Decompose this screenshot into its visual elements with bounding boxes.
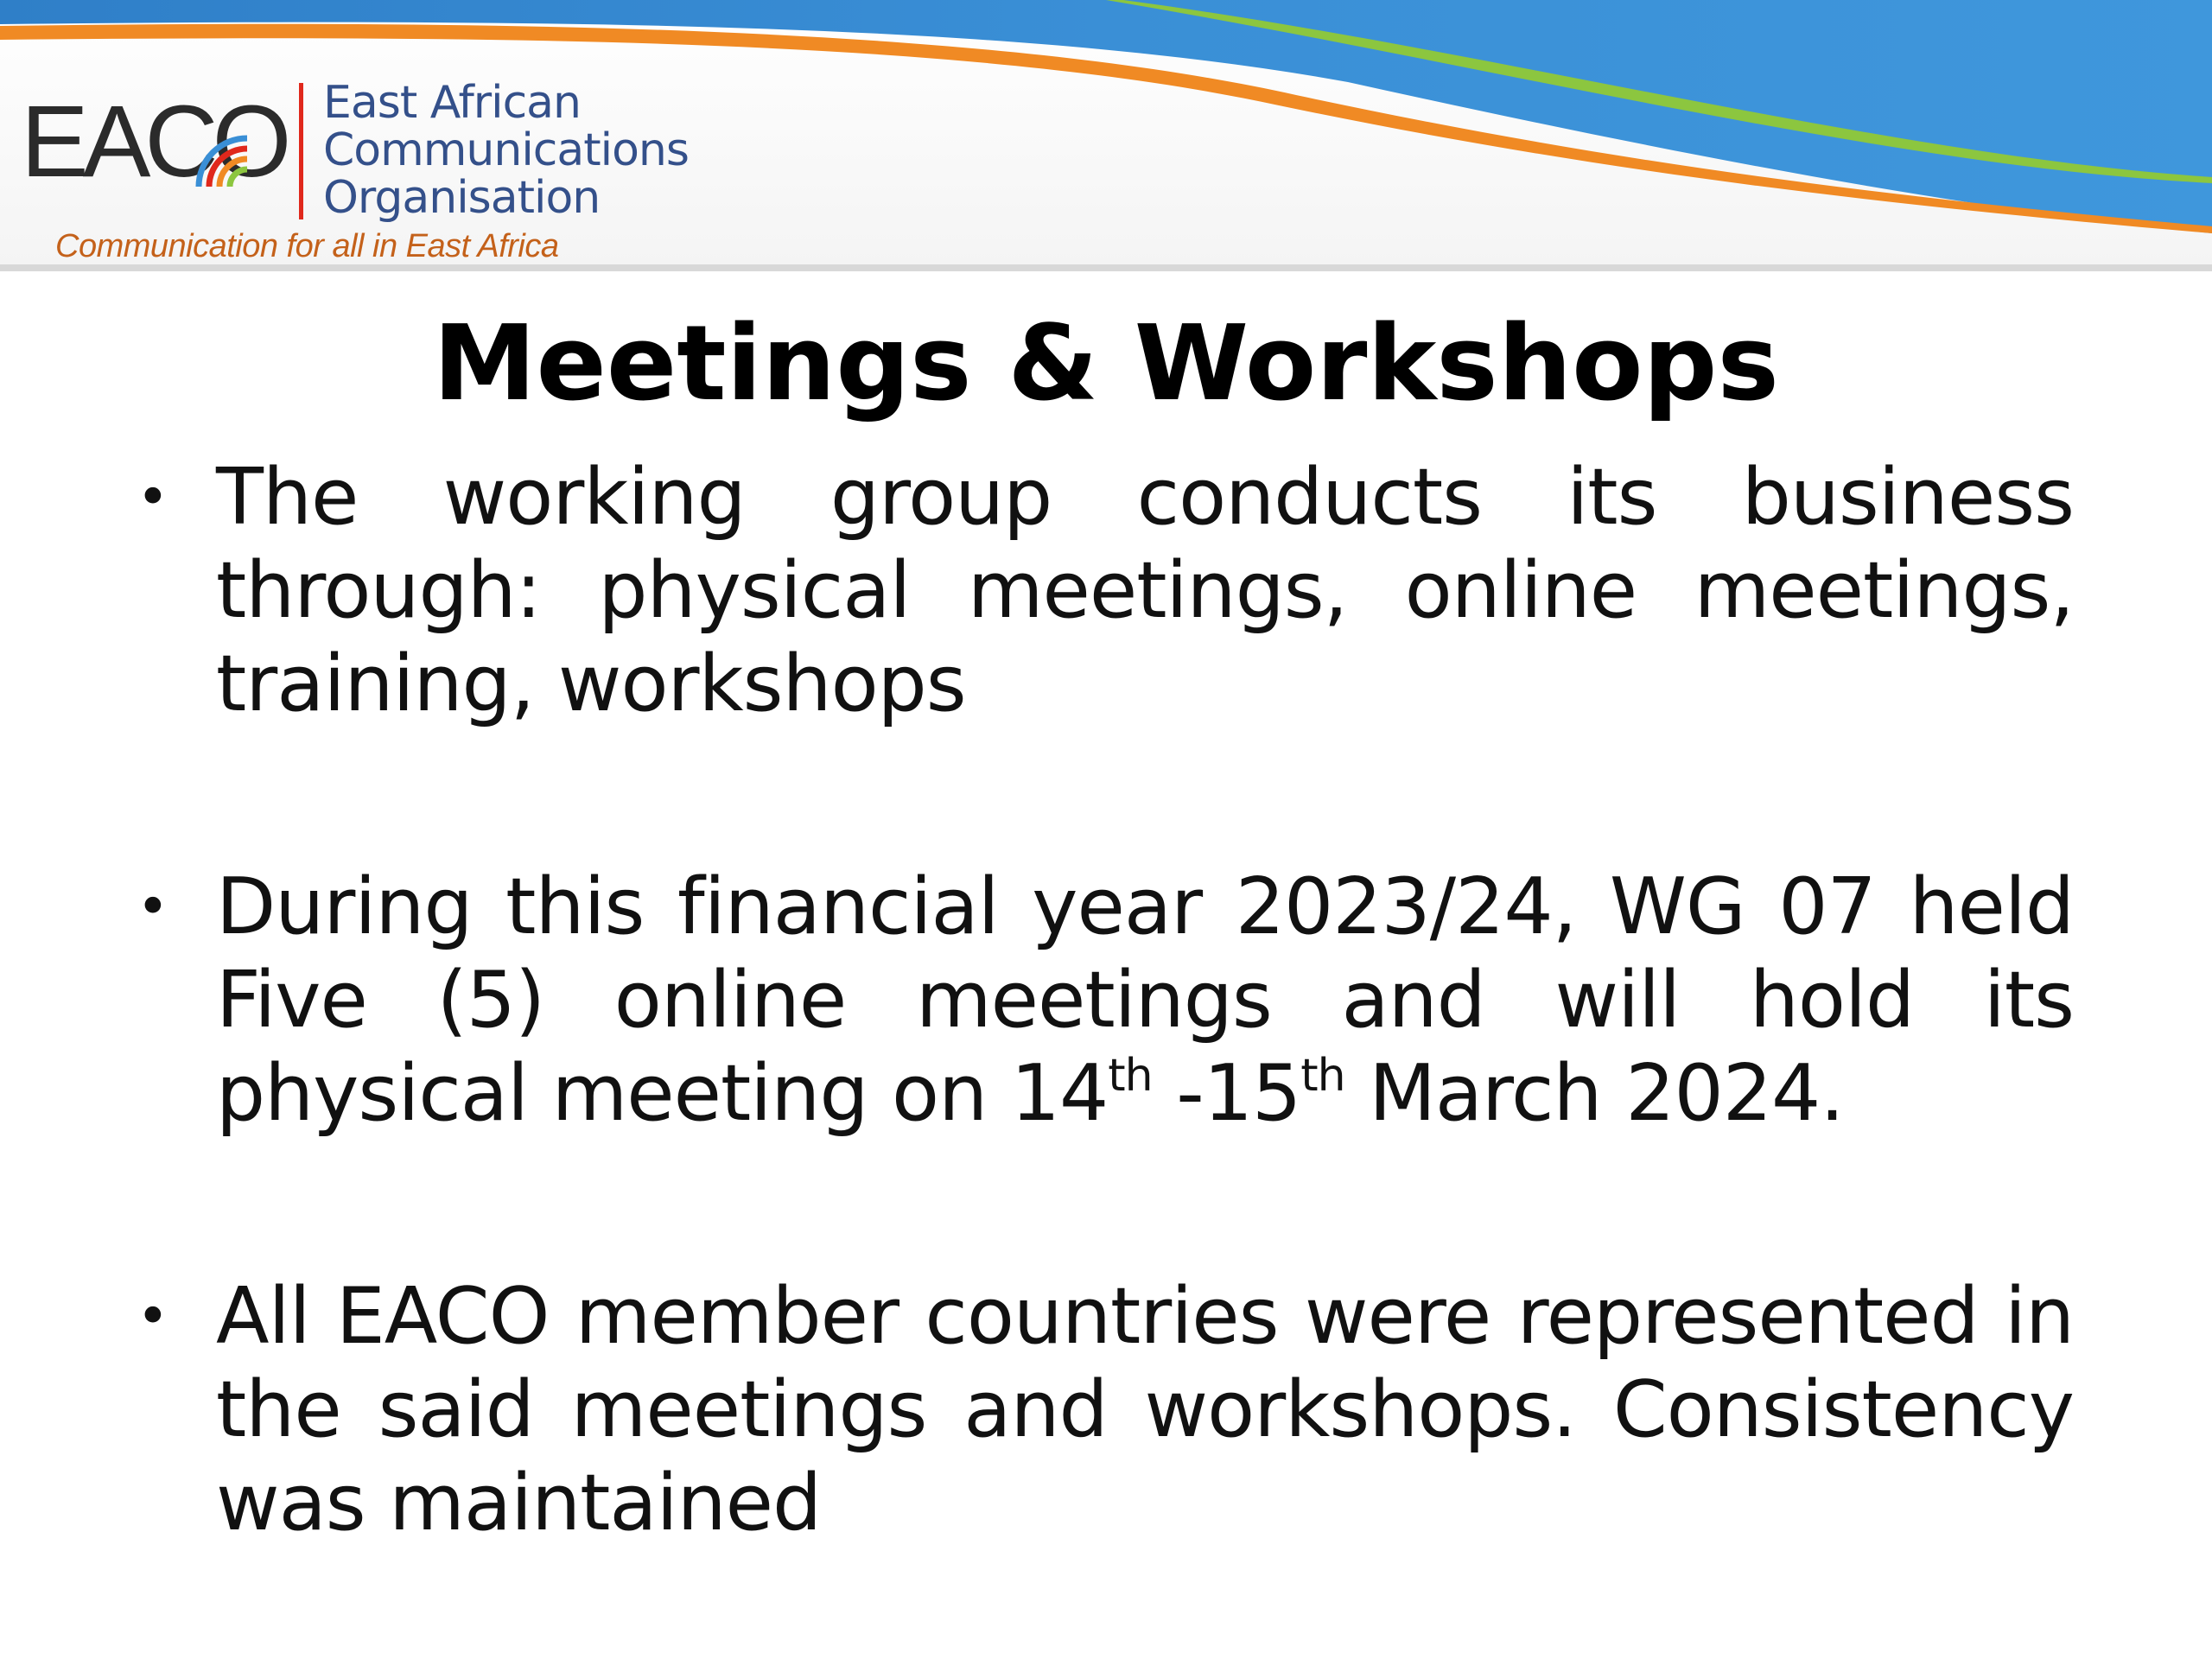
bullet-text: All EACO member countries were represented in the said meetings and workshops. Consistency was maintained — [216, 1271, 2074, 1548]
bullet-text-part-2: -15 — [1152, 1048, 1301, 1139]
bullet-text-part-1: During this financial year 2023/24, WG 07 held Five (5) online meetings and will hold its physical meeting on 14 — [216, 861, 2074, 1139]
bullet-dot-icon: • — [137, 466, 168, 530]
logo-divider — [299, 83, 303, 219]
eaco-logo-wordmark: EACO — [21, 85, 286, 199]
ordinal-suffix: th — [1108, 1050, 1153, 1102]
bullet-dot-icon: • — [137, 1285, 168, 1349]
bullet-item-business — [130, 451, 2074, 731]
bullet-text-part-3: March 2024. — [1344, 1048, 1844, 1139]
signal-waves-icon — [169, 104, 282, 199]
ordinal-suffix: th — [1300, 1050, 1345, 1102]
bullet-text: The working group conducts its business through: physical meetings, online meetings, training, workshops — [216, 452, 2074, 729]
slide-title: Meetings & Workshops — [433, 304, 1779, 424]
organisation-tagline: Communication for all in East Africa — [55, 228, 559, 264]
org-name-line-1: East African — [323, 77, 581, 129]
org-name-line-3: Organisation — [323, 172, 601, 224]
bullet-dot-icon: • — [137, 875, 168, 939]
org-name-line-2: Communications — [323, 124, 689, 176]
bullet-item-financial-year — [130, 861, 2074, 1141]
organisation-name — [323, 79, 689, 222]
bullet-list — [130, 451, 2074, 1550]
bullet-item-member-countries — [130, 1270, 2074, 1550]
